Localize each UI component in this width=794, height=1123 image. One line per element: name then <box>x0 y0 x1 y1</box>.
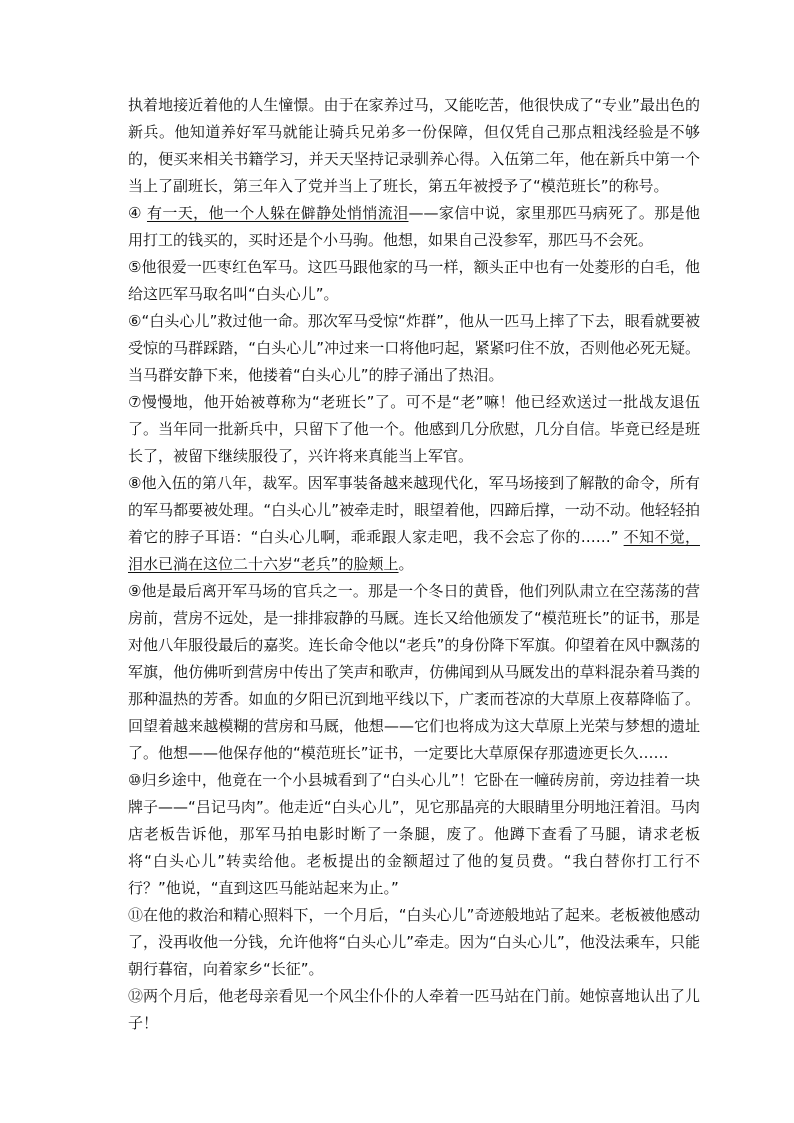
paragraph <box>128 92 700 200</box>
paragraph-text: ——家信中说，家里那匹马病死了。那是他用打工的钱买的，买时还是个小马驹。他想，如果自己没参军，那匹马不会死。 <box>128 204 700 249</box>
paragraph-text: ⑤他很爱一匹枣红色军马。这匹马跟他家的马一样，额头正中也有一处菱形的白毛，他给这匹军马取名叫“白头心儿”。 <box>128 258 700 303</box>
document-body <box>128 92 700 1037</box>
underlined-text: 有一天，他一个人躲在僻静处悄悄流泪 <box>146 204 409 222</box>
paragraph <box>128 767 700 902</box>
paragraph-text: ⑧他入伍的第八年，裁军。因军事装备越来越现代化，军马场接到了解散的命令，所有的军马都要被处理。“白头心儿”被牵走时，眼望着他，四蹄后撑，一动不动。他轻轻拍着它的脖子耳语：“白头心儿啊，乖乖跟人家走吧，我不会忘了你的……” <box>128 474 700 546</box>
paragraph <box>128 200 700 254</box>
paragraph <box>128 983 700 1037</box>
paragraph-text: ⑦慢慢地，他开始被尊称为“老班长”了。可不是“老”嘛！他已经欢送过一批战友退伍了。当年同一批新兵中，只留下了他一个。他感到几分欣慰，几分自信。毕竟已经是班长了，被留下继续服役了，兴许将来真能当上军官。 <box>128 393 700 465</box>
paragraph <box>128 254 700 308</box>
paragraph-text: ⑨他是最后离开军马场的官兵之一。那是一个冬日的黄昏，他们列队肃立在空荡荡的营房前，营房不远处，是一排排寂静的马厩。连长又给他颁发了“模范班长”的证书，那是对他八年服役最后的嘉奖。连长命令他以“老兵”的身份降下军旗。仰望着在风中飘荡的军旗，他仿佛听到营房中传出了笑声和歌声，仿佛闻到从马厩发出的草料混杂着马粪的那种温热的芳香。如血的夕阳已沉到地平线以下，广袤而苍凉的大草原上夜幕降临了。回望着越来越模糊的营房和马厩，他想——它们也将成为这大草原上光荣与梦想的遗址了。他想——他保存他的“模范班长”证书，一定要比大草原保存那遗迹更长久…… <box>128 582 700 762</box>
paragraph-text: ⑪在他的救治和精心照料下，一个月后，“白头心儿”奇迹般地站了起来。老板被他感动了，没再收他一分钱，允许他将“白头心儿”牵走。因为“白头心儿”，他没法乘车，只能朝行暮宿，向着家乡“长征”。 <box>128 906 700 978</box>
paragraph <box>128 578 700 767</box>
paragraph-text: ⑫两个月后，他老母亲看见一个风尘仆仆的人牵着一匹马站在门前。她惊喜地认出了儿子！ <box>128 987 700 1032</box>
paragraph <box>128 902 700 983</box>
paragraph-text: ⑩归乡途中，他竟在一个小县城看到了“白头心儿”！它卧在一幢砖房前，旁边挂着一块牌子——“吕记马肉”。他走近“白头心儿”，见它那晶亮的大眼睛里分明地汪着泪。马肉店老板告诉他，那军马拍电影时断了一条腿，废了。他蹲下查看了马腿，请求老板将“白头心儿”转卖给他。老板提出的金额超过了他的复员费。“我白替你打工行不行？”他说，“直到这匹马能站起来为止。” <box>128 771 700 897</box>
paragraph-text: 执着地接近着他的人生憧憬。由于在家养过马，又能吃苦，他很快成了“专业”最出色的新兵。他知道养好军马就能让骑兵兄弟多一份保障，但仅凭自己那点粗浅经验是不够的，便买来相关书籍学习，并天天坚持记录驯养心得。入伍第二年，他在新兵中第一个当上了副班长，第三年入了党并当上了班长，第五年被授予了“模范班长”的称号。 <box>128 96 700 195</box>
paragraph <box>128 389 700 470</box>
underlined-text: 不知不觉，泪水已淌在这位二十六岁“老兵”的脸颊上 <box>128 528 700 573</box>
paragraph <box>128 308 700 389</box>
paragraph-text: ④ <box>128 204 147 222</box>
paragraph-text: 。 <box>398 555 414 573</box>
paragraph-text: ⑥“白头心儿”救过他一命。那次军马受惊“炸群”，他从一匹马上摔了下去，眼看就要被受惊的马群踩踏，“白头心儿”冲过来一口将他叼起，紧紧叼住不放，否则他必死无疑。当马群安静下来，他搂着“白头心儿”的脖子涌出了热泪。 <box>128 312 700 384</box>
paragraph <box>128 470 700 578</box>
